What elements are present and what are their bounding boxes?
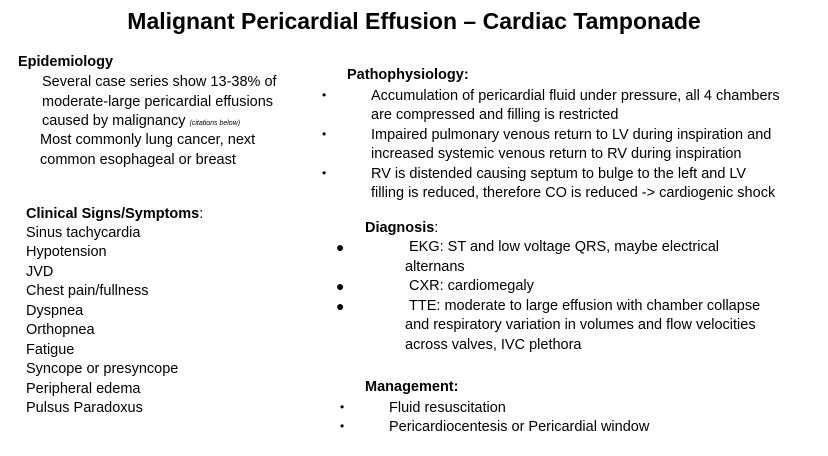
symptom-item: Chest pain/fullness [26, 283, 149, 299]
symptom-item: Orthopnea [26, 322, 95, 338]
symptom-item: Dyspnea [26, 303, 84, 319]
diagnosis-line: alternans [405, 259, 465, 275]
diagnosis-heading-text: Diagnosis [365, 220, 435, 236]
clinical-heading-colon: : [199, 206, 204, 222]
bullet-icon: • [322, 166, 327, 180]
diagnosis-heading [365, 219, 438, 239]
symptom-item: Peripheral edema [26, 381, 141, 397]
epidemiology-line: common esophageal or breast [40, 152, 236, 168]
diagnosis-line: EKG: ST and low voltage QRS, maybe electrical [409, 239, 720, 255]
symptom-item: Sinus tachycardia [26, 225, 141, 241]
bullet-icon: ● [336, 278, 345, 294]
symptom-item: Pulsus Paradoxus [26, 400, 143, 416]
pathophysiology-heading: Pathophysiology: [347, 67, 469, 83]
bullet-icon: ● [336, 298, 345, 314]
diagnosis-line: across valves, IVC plethora [405, 337, 582, 353]
management-item: Fluid resuscitation [389, 400, 506, 416]
epidemiology-line: Several case series show 13-38% of [42, 74, 277, 90]
clinical-heading [26, 205, 203, 225]
pathophysiology-line: are compressed and filling is restricted [371, 107, 619, 123]
pathophysiology-line: increased systemic venous return to RV during inspiration [371, 146, 742, 162]
diagnosis-line: and respiratory variation in volumes and flow velocities [405, 317, 756, 333]
symptom-item: Hypotension [26, 244, 107, 260]
page-title: Malignant Pericardial Effusion – Cardiac Tamponade [127, 8, 701, 34]
epidemiology-line: moderate-large pericardial effusions [42, 94, 274, 110]
epidemiology-line: Most commonly lung cancer, next [40, 132, 256, 148]
symptom-item: JVD [26, 264, 54, 280]
clinical-heading-text: Clinical Signs/Symptoms [26, 206, 200, 222]
bullet-icon: ● [336, 239, 345, 255]
diagnosis-line: CXR: cardiomegaly [409, 278, 534, 294]
pathophysiology-line: Accumulation of pericardial fluid under pressure, all 4 chambers [371, 88, 780, 104]
citation-note: (citations below) [189, 120, 241, 127]
diagnosis-heading-colon: : [434, 220, 439, 236]
epidemiology-text: caused by malignancy [42, 113, 186, 129]
bullet-icon: • [340, 400, 345, 414]
pathophysiology-line: filling is reduced, therefore CO is reduced -> cardiogenic shock [371, 185, 776, 201]
bullet-icon: • [340, 419, 345, 433]
management-item: Pericardiocentesis or Pericardial window [389, 419, 650, 435]
bullet-icon: • [322, 88, 327, 102]
symptom-item: Fatigue [26, 342, 75, 358]
bullet-icon: • [322, 127, 327, 141]
symptom-item: Syncope or presyncope [26, 361, 179, 377]
management-heading: Management: [365, 379, 459, 395]
diagnosis-line: TTE: moderate to large effusion with chamber collapse [409, 298, 761, 314]
epidemiology-heading: Epidemiology [18, 54, 114, 70]
pathophysiology-line: Impaired pulmonary venous return to LV during inspiration and [371, 127, 772, 143]
pathophysiology-line: RV is distended causing septum to bulge to the left and LV [371, 166, 747, 182]
